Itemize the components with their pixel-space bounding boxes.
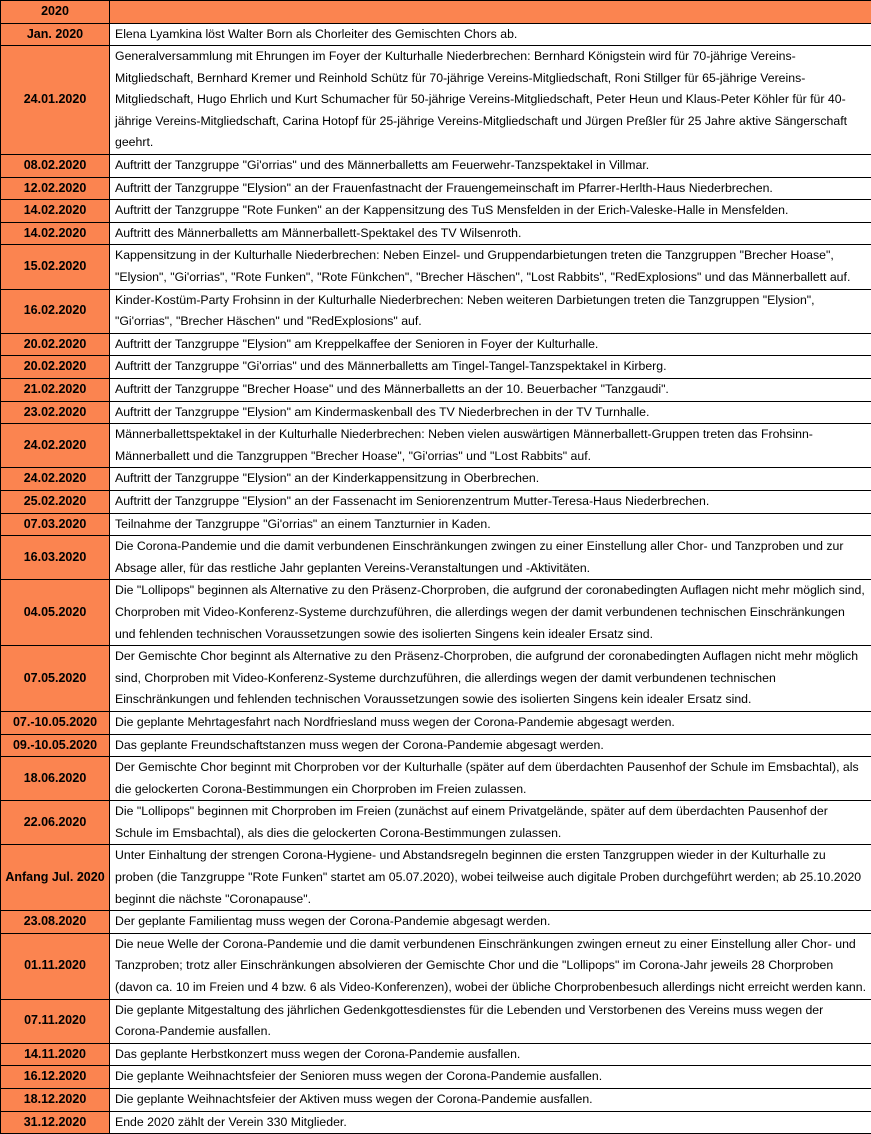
description-cell: Kappensitzung in der Kulturhalle Niederbrechen: Neben Einzel- und Gruppendarbietungen treten die Tanzgruppen "Brecher Hoase", "Elysion", "Gi'orrias", "Rote Funken", "Rote Fünkchen", "Brecher Häschen", "Lost Rabbits", "RedExplosions" und das Männerballett auf.: [110, 245, 871, 289]
date-cell: 01.11.2020: [1, 933, 110, 999]
table-row: [1, 289, 871, 333]
table-body: [1, 1, 871, 1134]
description-cell: Die "Lollipops" beginnen mit Chorproben im Freien (zunächst auf einem Privatgelände, später auf dem überdachten Pausenhof der Schule im Emsbachtal), als dies die gelockerten Corona-Bestimmungen zulassen.: [110, 801, 871, 845]
table-row: [1, 1066, 871, 1089]
date-cell: 16.03.2020: [1, 536, 110, 580]
date-cell: 22.06.2020: [1, 801, 110, 845]
description-cell: Die neue Welle der Corona-Pandemie und die damit verbundenen Einschränkungen zwingen erneut zu einer Einstellung aller Chor- und Tanzproben; trotz aller Einschränkungen absolvieren der Gemischte Chor und die "Lollipops" im Corona-Jahr jeweils 28 Chorproben (davon ca. 10 im Freien und 4 bzw. 6 als Video-Konferenzen), wobei der übliche Chorprobenbesuch allerdings nicht erreicht werden kann.: [110, 933, 871, 999]
date-cell: 09.-10.05.2020: [1, 734, 110, 757]
description-cell: Auftritt der Tanzgruppe "Rote Funken" an der Kappensitzung des TuS Mensfelden in der Erich-Valeske-Halle in Mensfelden.: [110, 200, 871, 223]
description-cell: Auftritt der Tanzgruppe "Gi'orrias" und des Männerballetts am Feuerwehr-Tanzspektakel in Villmar.: [110, 155, 871, 178]
date-cell: 07.03.2020: [1, 513, 110, 536]
date-cell: 31.12.2020: [1, 1111, 110, 1134]
table-row: [1, 580, 871, 646]
description-cell: Die Corona-Pandemie und die damit verbundenen Einschränkungen zwingen zu einer Einstellung aller Chor- und Tanzproben und zur Absage aller, für das restliche Jahr geplanten Vereins-Veranstaltungen und -Aktivitäten.: [110, 536, 871, 580]
table-row: [1, 177, 871, 200]
date-cell: 20.02.2020: [1, 356, 110, 379]
description-cell: Die "Lollipops" beginnen als Alternative zu den Präsenz-Chorproben, die aufgrund der coronabedingten Auflagen nicht mehr möglich sind, Chorproben mit Video-Konferenz-Systeme durchzuführen, die allerdings wegen der damit verbundenen technischen Einschränkungen und fehlenden technischen Voraussetzungen sowie des isolierten Singens kein idealer Ersatz sind.: [110, 580, 871, 646]
table-row: [1, 933, 871, 999]
table-row: [1, 468, 871, 491]
table-row: [1, 757, 871, 801]
date-cell: 18.06.2020: [1, 757, 110, 801]
date-cell: 16.02.2020: [1, 289, 110, 333]
description-cell: Der Gemischte Chor beginnt mit Chorproben vor der Kulturhalle (später auf dem überdachten Pausenhof der Schule im Emsbachtal), als die gelockerten Corona-Bestimmungen ein Chorproben im Freien zulassen.: [110, 757, 871, 801]
date-cell: 15.02.2020: [1, 245, 110, 289]
description-cell: Teilnahme der Tanzgruppe "Gi'orrias" an einem Tanzturnier in Kaden.: [110, 513, 871, 536]
date-cell: 20.02.2020: [1, 333, 110, 356]
description-cell: Auftritt der Tanzgruppe "Elysion" an der Fassenacht im Seniorenzentrum Mutter-Teresa-Haus Niederbrechen.: [110, 490, 871, 513]
date-cell: 21.02.2020: [1, 379, 110, 402]
table-row: [1, 401, 871, 424]
description-cell: Die geplante Mehrtagesfahrt nach Nordfriesland muss wegen der Corona-Pandemie abgesagt werden.: [110, 711, 871, 734]
table-row: [1, 200, 871, 223]
date-cell: 08.02.2020: [1, 155, 110, 178]
table-row: [1, 46, 871, 155]
description-cell: Das geplante Herbstkonzert muss wegen der Corona-Pandemie ausfallen.: [110, 1043, 871, 1066]
table-row: [1, 333, 871, 356]
table-row: [1, 646, 871, 712]
description-cell: Die geplante Mitgestaltung des jährlichen Gedenkgottesdienstes für die Lebenden und Verstorbenen des Vereins muss wegen der Corona-Pandemie ausfallen.: [110, 999, 871, 1043]
description-cell: Generalversammlung mit Ehrungen im Foyer der Kulturhalle Niederbrechen: Bernhard Königstein wird für 70-jährige Vereins-Mitgliedschaft, Bernhard Kremer und Reinhold Schütz für 70-jährige Vereins-Mitgliedschaft, Roni Stillger für 65-jährige Vereins-Mitgliedschaft, Hugo Ehrlich und Kurt Schumacher für 50-jährige Vereins-Mitgliedschaft, Peter Heun und Klaus-Peter Köhler für für 40-jährige Vereins-Mitgliedschaft, Carina Hotopf für 25-jährige Vereins-Mitgliedschaft und Jürgen Preßler für 25 Jahre aktive Sängerschaft geehrt.: [110, 46, 871, 155]
date-cell: 25.02.2020: [1, 490, 110, 513]
table-row: [1, 513, 871, 536]
table-row: [1, 845, 871, 911]
description-cell: Das geplante Freundschaftstanzen muss wegen der Corona-Pandemie abgesagt werden.: [110, 734, 871, 757]
description-cell: Auftritt der Tanzgruppe "Elysion" am Kreppelkaffee der Senioren in Foyer der Kulturhalle.: [110, 333, 871, 356]
table-row: [1, 490, 871, 513]
date-cell: 24.02.2020: [1, 424, 110, 468]
table-row: [1, 245, 871, 289]
table-row: [1, 424, 871, 468]
date-cell: 24.01.2020: [1, 46, 110, 155]
date-cell: 12.02.2020: [1, 177, 110, 200]
table-row: [1, 711, 871, 734]
table-row: [1, 1089, 871, 1112]
date-cell: 07.-10.05.2020: [1, 711, 110, 734]
date-cell: 24.02.2020: [1, 468, 110, 491]
date-cell: 07.05.2020: [1, 646, 110, 712]
description-cell: Männerballettspektakel in der Kulturhalle Niederbrechen: Neben vielen auswärtigen Männerballett-Gruppen treten das Frohsinn-Männerballett und die Tanzgruppen "Brecher Hoase", "Gi'orrias" und "Lost Rabbits" auf.: [110, 424, 871, 468]
date-cell: 07.11.2020: [1, 999, 110, 1043]
description-cell: Unter Einhaltung der strengen Corona-Hygiene- und Abstandsregeln beginnen die ersten Tanzgruppen wieder in der Kulturhalle zu proben (die Tanzgruppe "Rote Funken" startet am 05.07.2020), wobei teilweise auch digitale Proben durchgeführt werden; ab 25.10.2020 beginnt die nächste "Coronapause".: [110, 845, 871, 911]
table-row: [1, 734, 871, 757]
table-row: [1, 379, 871, 402]
description-cell: Der Gemischte Chor beginnt als Alternative zu den Präsenz-Chorproben, die aufgrund der coronabedingten Auflagen nicht mehr möglich sind, Chorproben mit Video-Konferenz-Systeme durchzuführen, die allerdings wegen der damit verbundenen technischen Einschränkungen und fehlenden technischen Voraussetzungen sowie des isolierten Singens kein idealer Ersatz sind.: [110, 646, 871, 712]
date-cell: Jan. 2020: [1, 23, 110, 46]
table-row: [1, 23, 871, 46]
date-cell: 14.11.2020: [1, 1043, 110, 1066]
description-cell: Kinder-Kostüm-Party Frohsinn in der Kulturhalle Niederbrechen: Neben weiteren Darbietungen treten die Tanzgruppen "Elysion", "Gi'orrias", "Brecher Häschen" und "RedExplosions" auf.: [110, 289, 871, 333]
date-cell: 18.12.2020: [1, 1089, 110, 1112]
description-cell: Der geplante Familientag muss wegen der Corona-Pandemie abgesagt werden.: [110, 911, 871, 934]
table-row: [1, 356, 871, 379]
table-row: [1, 911, 871, 934]
date-cell: 14.02.2020: [1, 222, 110, 245]
date-cell: 16.12.2020: [1, 1066, 110, 1089]
date-cell: 14.02.2020: [1, 200, 110, 223]
header-row: [1, 1, 871, 24]
table-row: [1, 999, 871, 1043]
date-cell: 23.08.2020: [1, 911, 110, 934]
date-cell: 04.05.2020: [1, 580, 110, 646]
description-cell: Elena Lyamkina löst Walter Born als Chorleiter des Gemischten Chors ab.: [110, 23, 871, 46]
table-row: [1, 1111, 871, 1134]
table-row: [1, 801, 871, 845]
description-cell: Die geplante Weihnachtsfeier der Senioren muss wegen der Corona-Pandemie ausfallen.: [110, 1066, 871, 1089]
table-row: [1, 1043, 871, 1066]
header-empty-cell: [110, 1, 871, 24]
description-cell: Ende 2020 zählt der Verein 330 Mitglieder.: [110, 1111, 871, 1134]
year-header-cell: 2020: [1, 1, 110, 24]
table-row: [1, 222, 871, 245]
description-cell: Auftritt der Tanzgruppe "Brecher Hoase" und des Männerballetts an der 10. Beuerbacher "Tanzgaudi".: [110, 379, 871, 402]
date-cell: 23.02.2020: [1, 401, 110, 424]
description-cell: Auftritt des Männerballetts am Männerballett-Spektakel des TV Wilsenroth.: [110, 222, 871, 245]
description-cell: Auftritt der Tanzgruppe "Elysion" an der Kinderkappensitzung in Oberbrechen.: [110, 468, 871, 491]
table-row: [1, 536, 871, 580]
description-cell: Die geplante Weihnachtsfeier der Aktiven muss wegen der Corona-Pandemie ausfallen.: [110, 1089, 871, 1112]
description-cell: Auftritt der Tanzgruppe "Elysion" am Kindermaskenball des TV Niederbrechen in der TV Turnhalle.: [110, 401, 871, 424]
date-cell: Anfang Jul. 2020: [1, 845, 110, 911]
description-cell: Auftritt der Tanzgruppe "Elysion" an der Frauenfastnacht der Frauengemeinschaft im Pfarrer-Herlth-Haus Niederbrechen.: [110, 177, 871, 200]
table-row: [1, 155, 871, 178]
description-cell: Auftritt der Tanzgruppe "Gi'orrias" und des Männerballetts am Tingel-Tangel-Tanzspektakel in Kirberg.: [110, 356, 871, 379]
